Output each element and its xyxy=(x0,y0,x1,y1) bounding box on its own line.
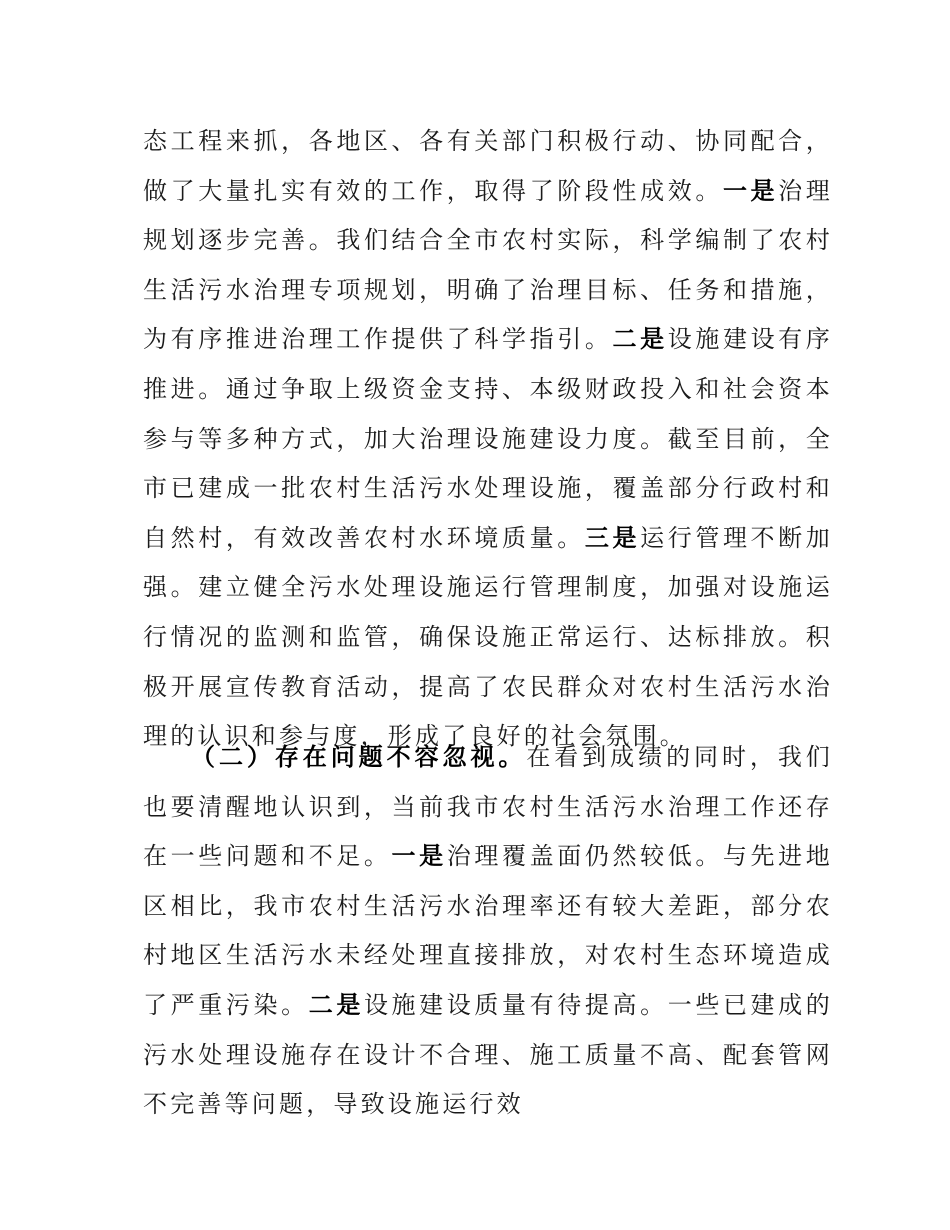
problem-marker-second: 二是 xyxy=(308,990,364,1019)
marker-third: 三是 xyxy=(584,523,641,552)
paragraph-1-sentence-1: 态工程来抓，各地区、各有关部门积极行动、协同配合，做了大量扎实有效的工作，取得了阶段性成效。 xyxy=(143,127,833,205)
paragraph-1-sentence-4: 运行管理不断加强。建立健全污水处理设施运行管理制度，加强对设施运行情况的监测和监管，确保设施正常运行、达标排放。积极开展宣传教育活动，提高了农民群众对农村生活污水治理的认识和参与度，形成了良好的社会氛围。 xyxy=(143,523,833,751)
problem-marker-first: 一是 xyxy=(391,842,447,871)
paragraph-achievements xyxy=(143,117,833,762)
marker-first: 一是 xyxy=(722,176,779,205)
paragraph-problems xyxy=(143,733,833,1130)
marker-second: 二是 xyxy=(612,325,668,354)
paragraph-1-sentence-3: 设施建设有序推进。通过争取上级资金支持、本级财政投入和社会资本参与等多种方式，加大治理设施建设力度。截至目前，全市已建成一批农村生活污水处理设施，覆盖部分行政村和自然村，有效改善农村水环境质量。 xyxy=(143,325,833,552)
paragraph-2-sentence-2: 治理覆盖面仍然较低。与先进地区相比，我市农村生活污水治理率还有较大差距，部分农村地区生活污水未经处理直接排放，对农村生态环境造成了严重污染。 xyxy=(143,842,833,1019)
paragraph-2-sentence-1: 在看到成绩的同时，我们也要清醒地认识到，当前我市农村生活污水治理工作还存在一些问题和不足。 xyxy=(143,743,833,871)
section-heading: （二）存在问题不容忽视。 xyxy=(191,743,527,771)
paragraph-2-sentence-3: 设施建设质量有待提高。一些已建成的污水处理设施存在设计不合理、施工质量不高、配套管网不完善等问题，导致设施运行效 xyxy=(143,990,833,1119)
paragraph-1-sentence-2: 治理规划逐步完善。我们结合全市农村实际，科学编制了农村生活污水治理专项规划，明确了治理目标、任务和措施，为有序推进治理工作提供了科学指引。 xyxy=(143,176,833,354)
